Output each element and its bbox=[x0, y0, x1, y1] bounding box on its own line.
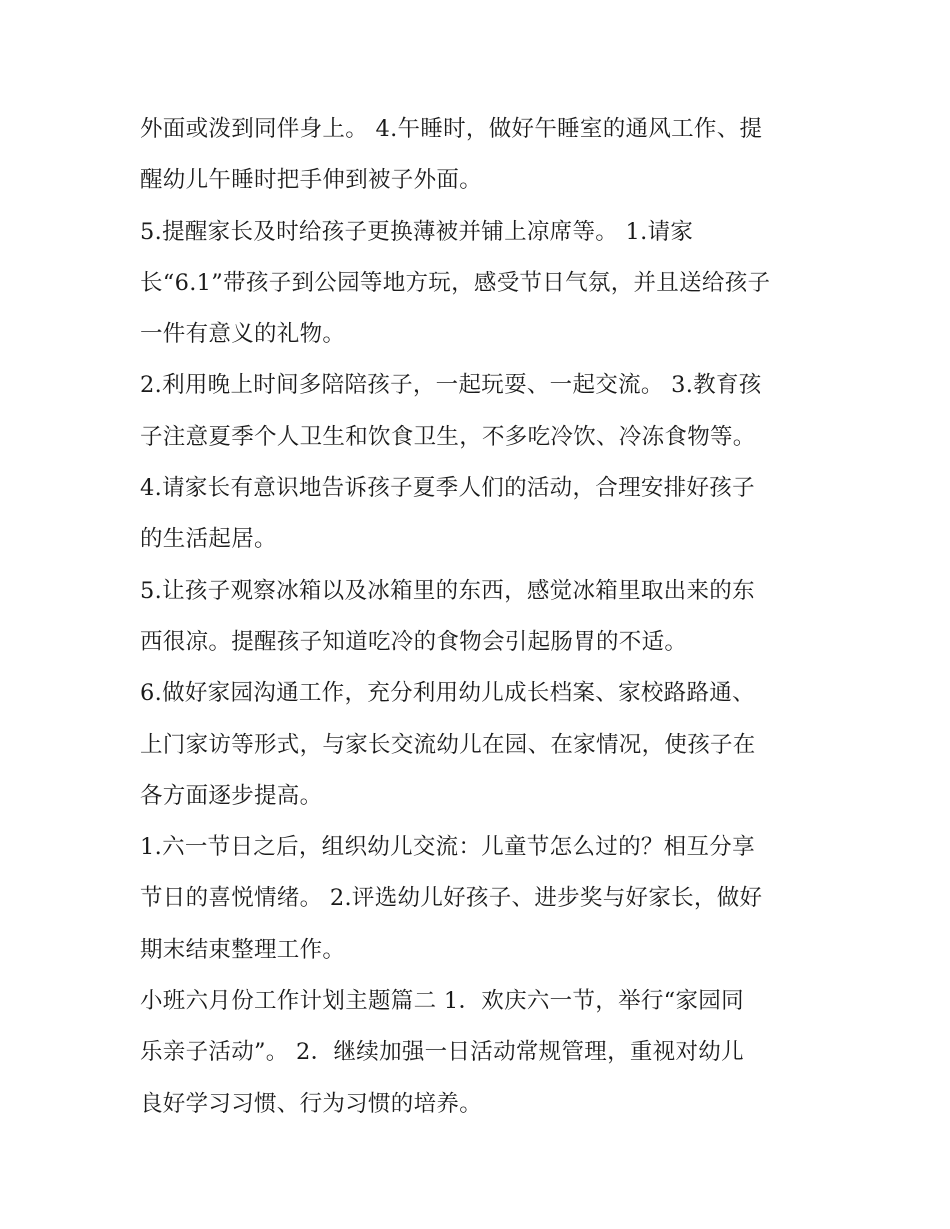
text-line: 小班六月份工作计划主题篇二 1．欢庆六一节，举行“家园同 bbox=[140, 988, 744, 1015]
text-line: 子注意夏季个人卫生和饮食卫生，不多吃冷饮、冷冻食物等。 bbox=[140, 423, 756, 450]
text-line: 上门家访等形式，与家长交流幼儿在园、在家情况，使孩子在 bbox=[140, 731, 756, 758]
document-body-text bbox=[140, 104, 820, 1130]
text-line: 节日的喜悦情绪。 2.评选幼儿好孩子、进步奖与好家长，做好 bbox=[140, 885, 763, 912]
text-line: 期末结束整理工作。 bbox=[140, 936, 346, 963]
text-line: 各方面逐步提高。 bbox=[140, 782, 323, 809]
text-line: 5.让孩子观察冰箱以及冰箱里的东西，感觉冰箱里取出来的东 bbox=[140, 577, 755, 604]
text-line: 醒幼儿午睡时把手伸到被子外面。 bbox=[140, 167, 483, 194]
text-line: 6.做好家园沟通工作，充分利用幼儿成长档案、家校路路通、 bbox=[140, 680, 755, 707]
text-line: 外面或泼到同伴身上。 4.午睡时，做好午睡室的通风工作、提 bbox=[140, 116, 763, 142]
text-line: 5.提醒家长及时给孩子更换薄被并铺上凉席等。 1.请家 bbox=[140, 218, 694, 245]
text-line: 西很凉。提醒孩子知道吃冷的食物会引起肠胃的不适。 bbox=[140, 628, 688, 655]
text-line: 2.利用晚上时间多陪陪孩子，一起玩耍、一起交流。 3.教育孩 bbox=[140, 372, 762, 399]
text-line: 的生活起居。 bbox=[140, 526, 277, 553]
text-line: 4.请家长有意识地告诉孩子夏季人们的活动，合理安排好孩子 bbox=[140, 475, 755, 502]
text-line: 长“6.1”带孩子到公园等地方玩，感受节日气氛，并且送给孩子 bbox=[140, 269, 771, 296]
text-line: 一件有意义的礼物。 bbox=[140, 321, 346, 348]
text-line: 1.六一节日之后，组织幼儿交流：儿童节怎么过的？相互分享 bbox=[140, 834, 755, 861]
text-line: 良好学习习惯、行为习惯的培养。 bbox=[140, 1090, 483, 1117]
text-line: 乐亲子活动”。 2．继续加强一日活动常规管理，重视对幼儿 bbox=[140, 1039, 744, 1066]
